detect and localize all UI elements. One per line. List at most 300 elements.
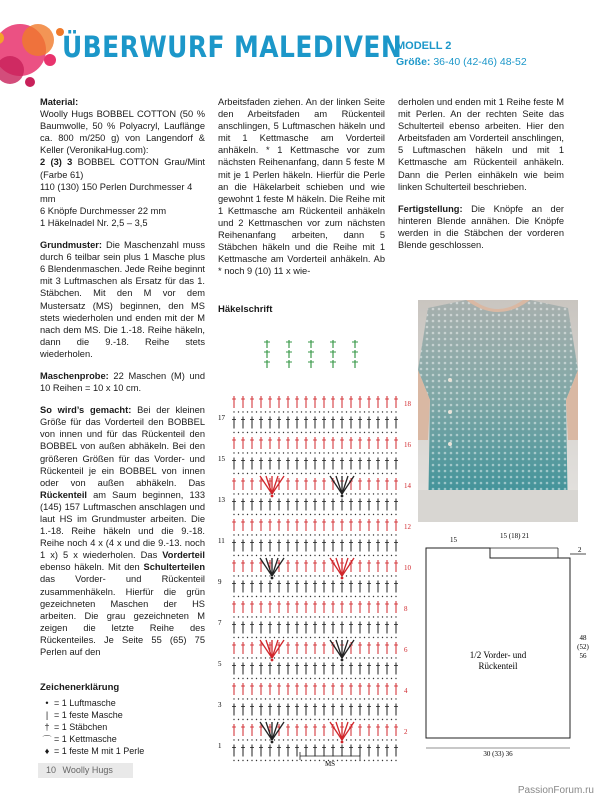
chart-chain-dot: [287, 452, 288, 453]
chart-chain-dot: [314, 637, 315, 638]
chart-chain-dot: [305, 534, 306, 535]
chart-chain-dot: [337, 473, 338, 474]
chart-chain-dot: [296, 637, 297, 638]
chart-chain-dot: [274, 514, 275, 515]
chart-chain-dot: [332, 575, 333, 576]
chart-chain-dot: [283, 411, 284, 412]
chart-fan-stitch: [330, 476, 342, 494]
chart-chain-dot: [395, 534, 396, 535]
chart-chain-dot: [350, 760, 351, 761]
chart-chain-dot: [382, 698, 383, 699]
chart-chain-dot: [382, 616, 383, 617]
legend-label: = 1 Kettmasche: [54, 734, 117, 744]
chart-chain-dot: [332, 432, 333, 433]
grundmuster-section: [40, 239, 205, 360]
text-column-1: [40, 96, 205, 668]
chart-chain-dot: [265, 534, 266, 535]
chart-chain-dot: [355, 514, 356, 515]
chart-chain-dot: [386, 616, 387, 617]
chart-chain-dot: [247, 616, 248, 617]
chart-chain-dot: [265, 473, 266, 474]
chart-chain-dot: [346, 473, 347, 474]
instructions-text-2: am Saum beginnen, 133 (145) 157 Luftmaschen anschlagen und laut HS im Grundmuster arbeiten. Die 1.-18. Reihe häkeln und die 9.-18. Reihe noch 4 x (4 x und die 9.-13. noch 1 x) 5 x wiederholen. Das: [40, 489, 205, 561]
chart-chain-dot: [368, 719, 369, 720]
chart-chain-dot: [346, 596, 347, 597]
instructions-section: [40, 404, 205, 658]
chart-chain-dot: [341, 678, 342, 679]
chart-chain-dot: [292, 555, 293, 556]
chart-chain-dot: [395, 657, 396, 658]
chart-chain-dot: [301, 575, 302, 576]
legend-label: = 1 Stäbchen: [54, 722, 108, 732]
chart-chain-dot: [328, 493, 329, 494]
chart-chain-dot: [364, 555, 365, 556]
chart-chain-dot: [373, 719, 374, 720]
chart-chain-dot: [287, 657, 288, 658]
chart-chain-dot: [238, 493, 239, 494]
chart-chain-dot: [323, 555, 324, 556]
chart-chain-dot: [287, 760, 288, 761]
chart-chain-dot: [328, 473, 329, 474]
chart-chain-dot: [260, 555, 261, 556]
chart-chain-dot: [278, 411, 279, 412]
chart-chain-dot: [377, 657, 378, 658]
chart-chain-dot: [359, 575, 360, 576]
legend: [40, 682, 210, 757]
chart-chain-dot: [386, 432, 387, 433]
chart-row-label-left: 7: [218, 619, 222, 627]
chart-fan-stitch: [266, 722, 272, 740]
chart-chain-dot: [274, 596, 275, 597]
chart-chain-dot: [377, 760, 378, 761]
chart-chain-dot: [301, 760, 302, 761]
chart-chain-dot: [233, 739, 234, 740]
chart-chain-dot: [391, 411, 392, 412]
chart-chain-dot: [337, 514, 338, 515]
chart-chain-dot: [278, 678, 279, 679]
chart-chain-dot: [242, 678, 243, 679]
chart-chain-dot: [287, 514, 288, 515]
chart-chain-dot: [274, 493, 275, 494]
chart-chain-dot: [368, 514, 369, 515]
chart-chain-dot: [242, 555, 243, 556]
chart-chain-dot: [269, 473, 270, 474]
chart-chain-dot: [233, 698, 234, 699]
chart-fan-bead: [271, 495, 274, 498]
chart-chain-dot: [323, 657, 324, 658]
chart-chain-dot: [233, 514, 234, 515]
chart-chain-dot: [283, 534, 284, 535]
chart-chain-dot: [256, 473, 257, 474]
chart-chain-dot: [269, 534, 270, 535]
chart-chain-dot: [382, 493, 383, 494]
chart-chain-dot: [301, 514, 302, 515]
chart-chain-dot: [346, 698, 347, 699]
chart-chain-dot: [256, 555, 257, 556]
chart-row-label-right: 12: [404, 523, 411, 531]
chart-chain-dot: [359, 555, 360, 556]
chart-chain-dot: [269, 719, 270, 720]
chart-chain-dot: [391, 432, 392, 433]
chart-chain-dot: [341, 596, 342, 597]
chart-chain-dot: [305, 432, 306, 433]
chart-chain-dot: [265, 432, 266, 433]
chart-chain-dot: [274, 739, 275, 740]
chart-chain-dot: [346, 657, 347, 658]
chart-chain-dot: [328, 411, 329, 412]
chart-chain-dot: [301, 739, 302, 740]
chart-chain-dot: [319, 698, 320, 699]
chart-chain-dot: [373, 678, 374, 679]
chart-chain-dot: [377, 493, 378, 494]
chart-chain-dot: [382, 473, 383, 474]
column-3-text: derholen und enden mit 1 Reihe feste M mit Perlen. An der rechten Seite das Schulterteil ebenso arbeiten. Hier den Arbeitsfaden am Vorderteil anschlingen, 5 Luftmaschen häkeln und mit 1 Kettmasche am Rückenteil anhäkeln. Dann die Perlen einhäkeln wie beim linken Schulterteil beschrieben.: [398, 97, 564, 192]
chart-chain-dot: [350, 555, 351, 556]
chart-chain-dot: [269, 739, 270, 740]
chart-chain-dot: [238, 616, 239, 617]
chart-chain-dot: [310, 473, 311, 474]
chart-chain-dot: [328, 452, 329, 453]
chart-fan-stitch: [330, 640, 342, 658]
chart-chain-dot: [359, 760, 360, 761]
chart-chain-dot: [382, 575, 383, 576]
chart-chain-dot: [323, 411, 324, 412]
chart-chain-dot: [319, 719, 320, 720]
chart-chain-dot: [368, 760, 369, 761]
chart-chain-dot: [251, 657, 252, 658]
chart-chain-dot: [359, 493, 360, 494]
chart-chain-dot: [260, 657, 261, 658]
chart-chain-dot: [373, 637, 374, 638]
chart-chain-dot: [368, 637, 369, 638]
chart-chain-dot: [382, 678, 383, 679]
chart-chain-dot: [355, 432, 356, 433]
chart-chain-dot: [238, 534, 239, 535]
chart-chain-dot: [278, 698, 279, 699]
chart-chain-dot: [278, 432, 279, 433]
chart-chain-dot: [305, 596, 306, 597]
chart-chain-dot: [283, 760, 284, 761]
chart-chain-dot: [265, 657, 266, 658]
chart-chain-dot: [233, 534, 234, 535]
chart-chain-dot: [260, 514, 261, 515]
chart-chain-dot: [242, 452, 243, 453]
chart-chain-dot: [287, 719, 288, 720]
chart-chain-dot: [341, 555, 342, 556]
chart-chain-dot: [337, 698, 338, 699]
chart-chain-dot: [301, 596, 302, 597]
chart-row-label-right: 18: [404, 400, 411, 408]
chart-chain-dot: [274, 452, 275, 453]
chart-fan-bead: [341, 741, 344, 744]
legend-symbol: •: [45, 698, 49, 708]
chart-chain-dot: [337, 555, 338, 556]
chart-chain-dot: [314, 719, 315, 720]
chart-chain-dot: [296, 411, 297, 412]
chart-chain-dot: [395, 637, 396, 638]
chart-chain-dot: [233, 657, 234, 658]
chart-chain-dot: [305, 657, 306, 658]
chart-chain-dot: [350, 493, 351, 494]
chart-chain-dot: [341, 452, 342, 453]
instructions-bold-2: Vorderteil: [162, 550, 205, 561]
chart-chain-dot: [301, 534, 302, 535]
chart-chain-dot: [373, 596, 374, 597]
chart-chain-dot: [247, 719, 248, 720]
chart-chain-dot: [373, 739, 374, 740]
schematic-outline: [426, 548, 570, 738]
chart-chain-dot: [350, 637, 351, 638]
model-label: MODELL 2: [396, 40, 452, 52]
chart-chain-dot: [292, 760, 293, 761]
chart-chain-dot: [233, 452, 234, 453]
chart-chain-dot: [251, 555, 252, 556]
chart-chain-dot: [328, 657, 329, 658]
chart-chain-dot: [278, 514, 279, 515]
chart-chain-dot: [346, 411, 347, 412]
chart-chain-dot: [310, 616, 311, 617]
chart-chain-dot: [359, 739, 360, 740]
chart-fan-stitch: [342, 558, 354, 576]
chart-row-label-right: 4: [404, 687, 408, 695]
chart-chain-dot: [274, 575, 275, 576]
chart-chain-dot: [305, 719, 306, 720]
chart-chain-dot: [265, 493, 266, 494]
chart-chain-dot: [391, 678, 392, 679]
chart-chain-dot: [373, 657, 374, 658]
chart-chain-dot: [319, 514, 320, 515]
chart-chain-dot: [283, 473, 284, 474]
chart-chain-dot: [350, 739, 351, 740]
chart-chain-dot: [305, 473, 306, 474]
chart-chain-dot: [283, 657, 284, 658]
chart-chain-dot: [355, 596, 356, 597]
chart-chain-dot: [283, 596, 284, 597]
chart-chain-dot: [382, 514, 383, 515]
chart-chain-dot: [292, 657, 293, 658]
chart-chain-dot: [377, 678, 378, 679]
chart-chain-dot: [395, 452, 396, 453]
chart-chain-dot: [260, 493, 261, 494]
chart-chain-dot: [238, 411, 239, 412]
chart-fan-bead: [271, 659, 274, 662]
chart-chain-dot: [242, 575, 243, 576]
chart-chain-dot: [238, 637, 239, 638]
chart-chain-dot: [337, 739, 338, 740]
chart-chain-dot: [242, 493, 243, 494]
chart-chain-dot: [328, 678, 329, 679]
instructions-heading: So wird’s gemacht:: [40, 405, 132, 416]
legend-item: [40, 697, 210, 709]
chart-chain-dot: [265, 698, 266, 699]
chart-chain-dot: [382, 432, 383, 433]
chart-fan-stitch: [266, 558, 272, 576]
chart-chain-dot: [233, 719, 234, 720]
chart-chain-dot: [274, 555, 275, 556]
chart-chain-dot: [274, 657, 275, 658]
chart-chain-dot: [287, 616, 288, 617]
chart-chain-dot: [395, 473, 396, 474]
chart-row-label-right: 16: [404, 441, 411, 449]
chart-chain-dot: [382, 657, 383, 658]
chart-chain-dot: [292, 596, 293, 597]
material-yarn-qty: 2 (3) 3: [40, 157, 73, 168]
chart-chain-dot: [278, 637, 279, 638]
legend-symbol: ⌒: [42, 734, 52, 745]
chart-chain-dot: [256, 637, 257, 638]
chart-chain-dot: [238, 473, 239, 474]
chart-chain-dot: [373, 493, 374, 494]
chart-chain-dot: [323, 514, 324, 515]
chart-chain-dot: [310, 657, 311, 658]
chart-title: Häkelschrift: [218, 304, 273, 315]
chart-chain-dot: [265, 596, 266, 597]
chart-chain-dot: [242, 411, 243, 412]
chart-chain-dot: [296, 432, 297, 433]
material-heading: Material:: [40, 97, 79, 107]
chart-chain-dot: [242, 514, 243, 515]
chart-chain-dot: [292, 678, 293, 679]
chart-chain-dot: [359, 657, 360, 658]
text-column-2: [218, 96, 385, 287]
chart-chain-dot: [355, 678, 356, 679]
legend-symbol: ♦: [44, 746, 50, 756]
instructions-text-1: Bei der kleinen Größe für das Vorderteil den BOBBEL von innen und für das Rückenteil den BOBBEL von außen abhäkeln. Bei den größeren Größen für das Vorder- und Rückenteil je ein BOBBEL von innen oder von außen abhäkeln. Das: [40, 405, 205, 488]
chart-chain-dot: [305, 760, 306, 761]
chart-chain-dot: [310, 493, 311, 494]
chart-chain-dot: [332, 534, 333, 535]
chart-chain-dot: [296, 514, 297, 515]
chart-chain-dot: [395, 596, 396, 597]
chart-fan-stitch: [272, 476, 284, 494]
watermark: PassionForum.ru: [517, 785, 594, 796]
chart-chain-dot: [296, 616, 297, 617]
chart-chain-dot: [355, 760, 356, 761]
chart-chain-dot: [332, 616, 333, 617]
chart-chain-dot: [238, 719, 239, 720]
chart-fan-stitch: [272, 640, 278, 658]
chart-chain-dot: [278, 555, 279, 556]
chart-chain-dot: [278, 616, 279, 617]
chart-chain-dot: [337, 452, 338, 453]
chart-chain-dot: [247, 514, 248, 515]
chart-chain-dot: [319, 616, 320, 617]
chart-chain-dot: [328, 596, 329, 597]
chart-chain-dot: [386, 411, 387, 412]
chart-chain-dot: [256, 760, 257, 761]
chart-chain-dot: [395, 432, 396, 433]
chart-chain-dot: [274, 534, 275, 535]
chart-chain-dot: [346, 678, 347, 679]
chart-chain-dot: [323, 575, 324, 576]
chart-chain-dot: [265, 616, 266, 617]
chart-chain-dot: [332, 719, 333, 720]
chart-chain-dot: [359, 719, 360, 720]
chart-chain-dot: [395, 555, 396, 556]
chart-chain-dot: [328, 739, 329, 740]
chart-chain-dot: [391, 452, 392, 453]
fertigstellung-text: Die Knöpfe an der hinteren Blende annähen. Die Knöpfe werden in die Stäbchen der vorderen Blende geschlossen.: [398, 203, 564, 251]
chart-chain-dot: [328, 616, 329, 617]
chart-row-label-left: 13: [218, 496, 225, 504]
chart-chain-dot: [278, 473, 279, 474]
chart-chain-dot: [350, 452, 351, 453]
chart-chain-dot: [269, 514, 270, 515]
chart-chain-dot: [332, 411, 333, 412]
chart-chain-dot: [274, 411, 275, 412]
chart-fan-stitch: [330, 722, 342, 740]
chart-chain-dot: [269, 452, 270, 453]
chart-chain-dot: [391, 616, 392, 617]
chart-chain-dot: [287, 432, 288, 433]
chart-chain-dot: [355, 534, 356, 535]
chart-chain-dot: [359, 411, 360, 412]
chart-row-label-right: 6: [404, 646, 408, 654]
chart-chain-dot: [310, 678, 311, 679]
chart-chain-dot: [296, 596, 297, 597]
chart-chain-dot: [341, 534, 342, 535]
legend-label: = 1 Luftmasche: [54, 698, 116, 708]
chart-row-label-right: 10: [404, 564, 411, 572]
chart-chain-dot: [265, 575, 266, 576]
chart-chain-dot: [337, 637, 338, 638]
page-number: 10: [46, 765, 57, 775]
chart-chain-dot: [260, 432, 261, 433]
chart-chain-dot: [391, 555, 392, 556]
chart-chain-dot: [386, 678, 387, 679]
chart-chain-dot: [382, 555, 383, 556]
chart-chain-dot: [260, 678, 261, 679]
chart-chain-dot: [247, 637, 248, 638]
chart-chain-dot: [292, 514, 293, 515]
chart-chain-dot: [296, 657, 297, 658]
chart-chain-dot: [278, 739, 279, 740]
chart-chain-dot: [296, 473, 297, 474]
chart-chain-dot: [319, 452, 320, 453]
chart-chain-dot: [242, 534, 243, 535]
legend-item: [40, 733, 210, 745]
chart-chain-dot: [247, 657, 248, 658]
material-text: Woolly Hugs BOBBEL COTTON (50 % Baumwolle, 50 % Polyacryl, Lauflänge ca. 800 m/250 g) von Langendorf & Keller (VeronikaHug.com):: [40, 109, 205, 156]
chart-chain-dot: [382, 760, 383, 761]
chart-chain-dot: [364, 452, 365, 453]
chart-fan-stitch: [336, 476, 342, 494]
chart-chain-dot: [251, 534, 252, 535]
chart-chain-dot: [314, 473, 315, 474]
chart-chain-dot: [391, 596, 392, 597]
chart-fan-stitch: [272, 722, 284, 740]
instructions-bold-3: Schulterteilen: [143, 562, 205, 573]
chart-chain-dot: [355, 616, 356, 617]
column-2-text: Arbeitsfaden ziehen. An der linken Seite den Arbeitsfaden am Rückenteil anschlingen, 5 Luftmaschen häkeln und mit 1 Kettmasche am Vorderteil anhäkeln. * 1 Kettmasche vor zum nächsten Reihenanfang, dann 5 feste M mit je 1 Perlen häkeln. Hierfür die Perle an die Häkelarbeit schieben und wie gewohnt 1 feste M häkeln. Die Reihe mit 1 Kettmasche am Rückenteil anhäkeln und 2 Kettmaschen vor zum nächsten Reihenanfang arbeiten, dann 5 Stäbchen häkeln und die Reihe mit 1 Kettmasche am Vorderteil anhäkeln. Ab * noch 9 (10) 11 x wie-: [218, 97, 385, 277]
chart-chain-dot: [260, 411, 261, 412]
chart-chain-dot: [368, 739, 369, 740]
chart-chain-dot: [233, 616, 234, 617]
chart-chain-dot: [377, 575, 378, 576]
chart-chain-dot: [269, 698, 270, 699]
chart-chain-dot: [305, 555, 306, 556]
chart-chain-dot: [355, 637, 356, 638]
chart-chain-dot: [251, 678, 252, 679]
chart-chain-dot: [337, 657, 338, 658]
chart-chain-dot: [332, 698, 333, 699]
legend-label: = 1 feste Masche: [54, 710, 123, 720]
chart-chain-dot: [332, 452, 333, 453]
chart-chain-dot: [283, 616, 284, 617]
chart-chain-dot: [368, 452, 369, 453]
chart-chain-dot: [296, 575, 297, 576]
chart-chain-dot: [386, 452, 387, 453]
